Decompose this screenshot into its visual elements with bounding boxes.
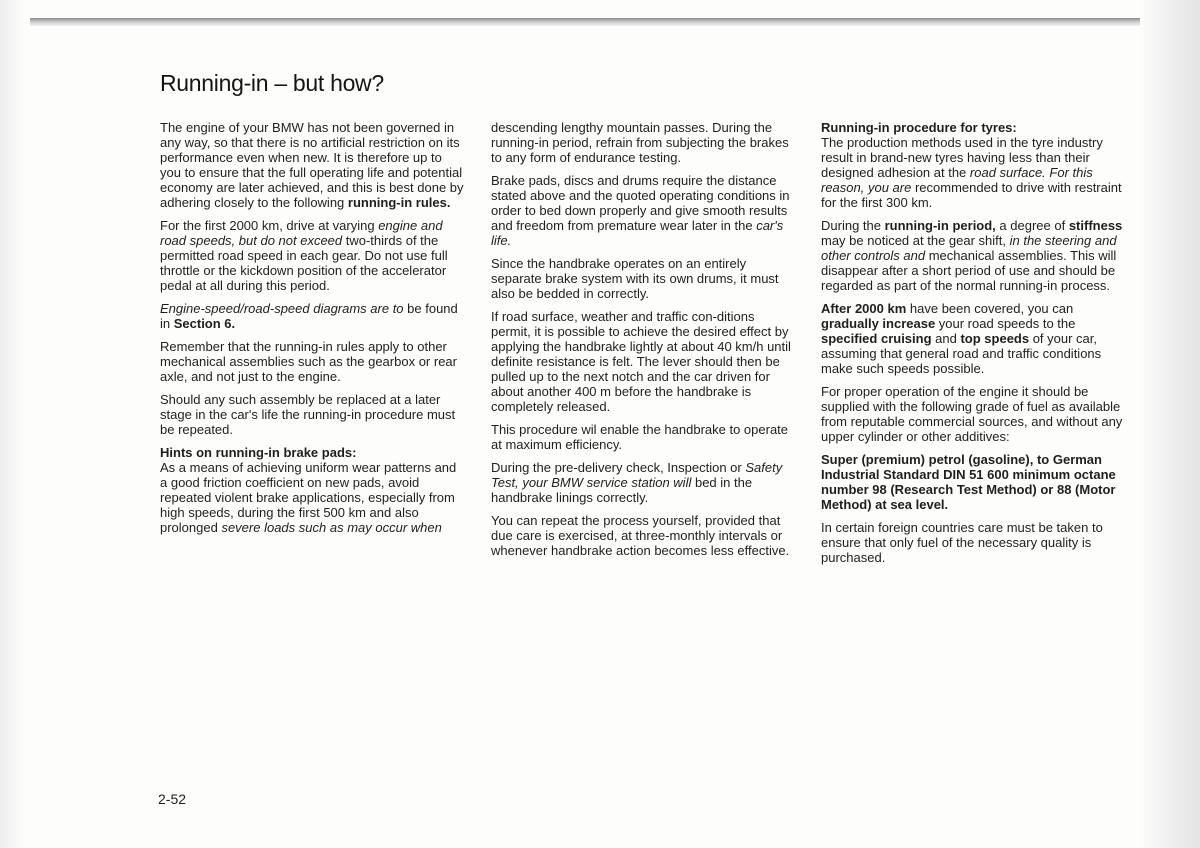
bedding-paragraph: Brake pads, discs and drums require the distance stated above and the quoted operating conditions in order to bed down properly and give smooth results and freedom from premature wear later in the car's life. — [491, 173, 790, 248]
brake-pads-paragraph: As a means of achieving uniform wear patterns and a good friction coefficient on new pads, avoid repeated violent brake applications, especially from high speeds, during the first 500 km and also prolonged severe loads such as may occur when — [160, 460, 457, 535]
intro-paragraph: The engine of your BMW has not been governed in any way, so that there is no artificial restriction on its performance even when new. It is therefore up to you to ensure that the full operating life and potential economy are later achieved, and this is best done by adhering closely to the following running-in rules. — [160, 120, 464, 210]
column-left — [160, 120, 465, 543]
scan-left-shadow — [0, 0, 24, 848]
diagrams-reference-paragraph: Engine-speed/road-speed diagrams are to be found in Section 6. — [160, 301, 458, 331]
fuel-specification: Super (premium) petrol (gasoline), to German Industrial Standard DIN 51 600 minimum octane number 98 (Research Test Method) or 88 (Motor Method) at sea level. — [821, 452, 1116, 512]
first-2000km-paragraph: For the first 2000 km, drive at varying engine and road speeds, but do not exceed two-thirds of the permitted road speed in each gear. Do not use full throttle or the kickdown position of the accelerator pedal at all during this period. — [160, 218, 448, 293]
page-number: 2-52 — [158, 791, 187, 807]
column-middle — [491, 120, 791, 566]
fuel-paragraph: For proper operation of the engine it should be supplied with the following grade of fuel as available from reputable commercial sources, and without any upper cylinder or other additives: — [821, 384, 1123, 444]
brake-pads-heading: Hints on running-in brake pads: — [160, 445, 357, 460]
handbrake-system-paragraph: Since the handbrake operates on an entirely separate brake system with its own drums, it must also be bedded in correctly. — [491, 256, 779, 301]
scan-top-edge — [30, 18, 1175, 26]
after-2000km-paragraph: After 2000 km have been covered, you can gradually increase your road speeds to the specified cruising and top speeds of your car, assuming that general road and traffic conditions make such speeds possible. — [821, 301, 1102, 376]
page-title: Running-in – but how? — [160, 70, 384, 96]
repeat-process-paragraph: You can repeat the process yourself, provided that due care is exercised, at three-monthly intervals or whenever handbrake action becomes less effective. — [491, 513, 790, 558]
foreign-countries-paragraph: In certain foreign countries care must be taken to ensure that only fuel of the necessary quality is purchased. — [821, 520, 1103, 565]
other-assemblies-paragraph: Remember that the running-in rules apply to other mechanical assemblies such as the gearbox or rear axle, and not just to the engine. — [160, 339, 457, 384]
handbrake-efficiency-paragraph: This procedure wil enable the handbrake to operate at maximum efficiency. — [491, 422, 789, 452]
service-station-paragraph: During the pre-delivery check, Inspection or Safety Test, your BMW service station will bed in the handbrake linings correctly. — [491, 460, 783, 505]
replacement-paragraph: Should any such assembly be replaced at a later stage in the car's life the running-in procedure must be repeated. — [160, 392, 456, 437]
tyres-paragraph: The production methods used in the tyre industry result in brand-new tyres having less than their designed adhesion at the road surface. For this reason, you are recommended to drive with restraint for the first 300 km. — [821, 135, 1122, 210]
handbrake-procedure-paragraph: If road surface, weather and traffic con-ditions permit, it is possible to achieve the desired effect by applying the handbrake lightly at about 40 km/h until definite resistance is felt. The lever should then be pulled up to the next notch and the car driven for about another 400 m before the handbrake is completely released. — [491, 309, 791, 414]
tyres-heading: Running-in procedure for tyres: — [821, 120, 1017, 135]
stiffness-paragraph: During the running-in period, a degree of stiffness may be noticed at the gear shift, in the steering and other controls and mechanical assemblies. This will disappear after a short period of use and should be regarded as part of the normal running-in process. — [821, 218, 1123, 293]
column-right — [821, 120, 1126, 573]
scan-right-shadow — [1140, 0, 1200, 848]
mountain-passes-paragraph: descending lengthy mountain passes. During the running-in period, refrain from subjecting the brakes to any form of endurance testing. — [491, 120, 789, 165]
